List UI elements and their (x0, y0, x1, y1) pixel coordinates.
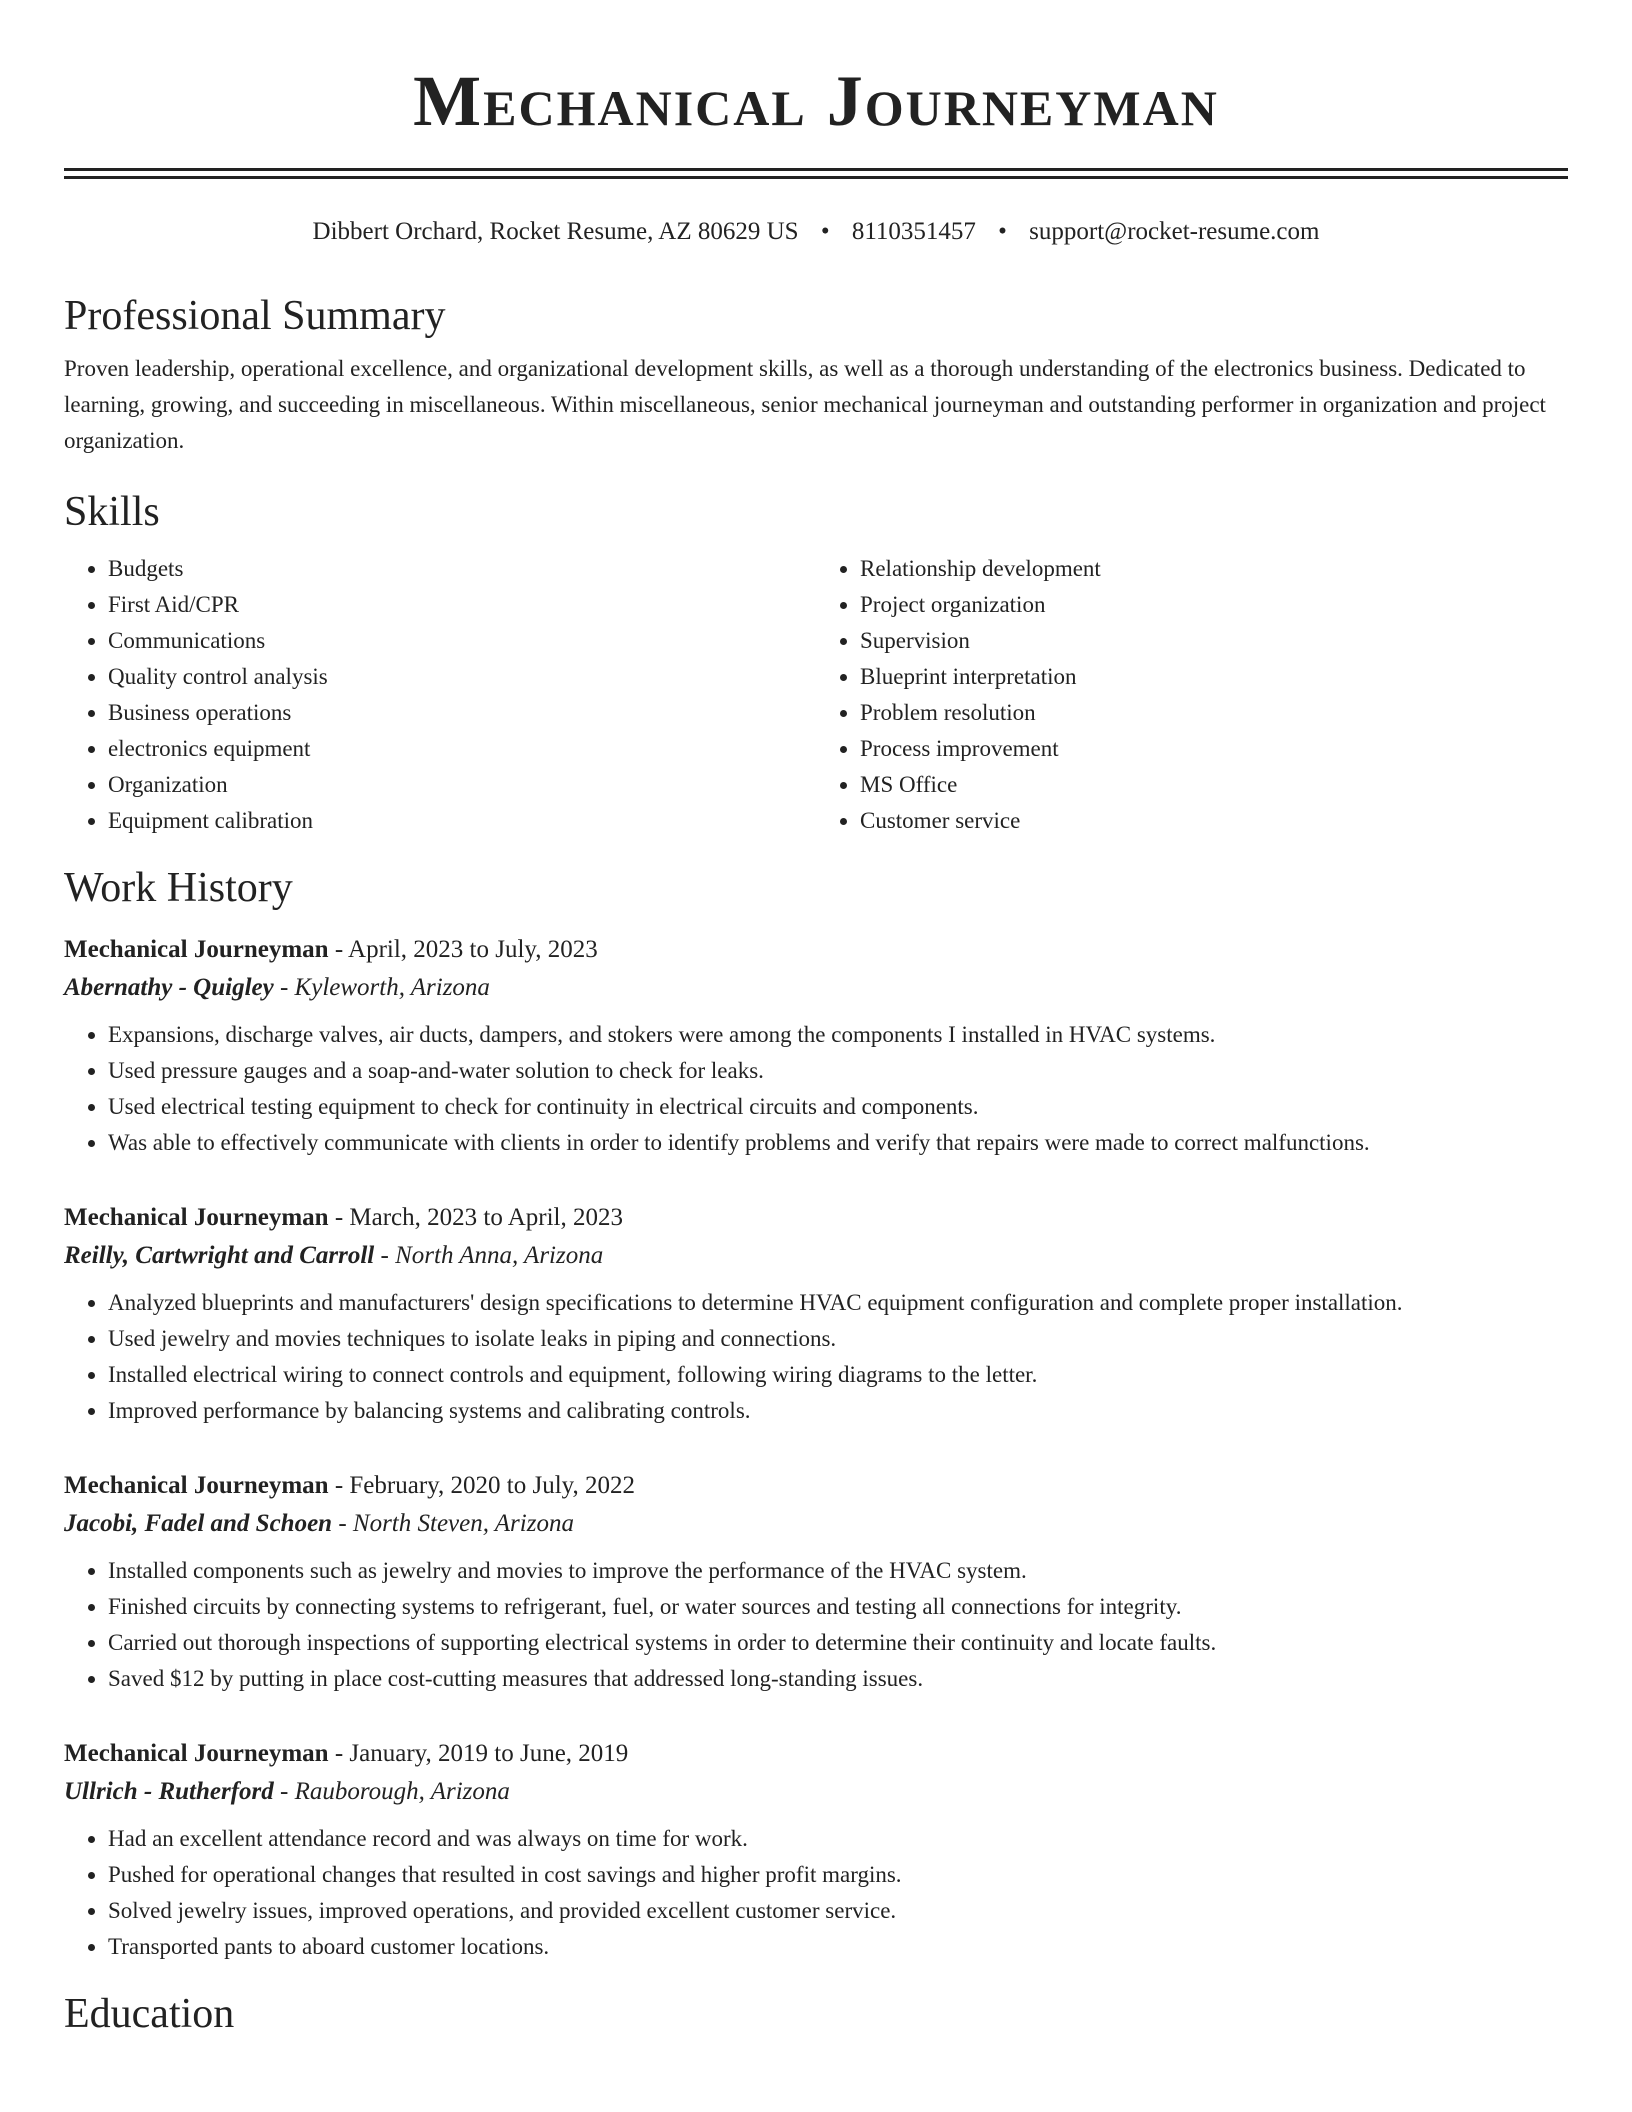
work-history-heading: Work History (64, 865, 293, 911)
skill-item: • Supervision (860, 623, 1568, 659)
job-bullet: • Used pressure gauges and a soap-and-water solution to check for leaks. (108, 1053, 1568, 1089)
skill-item: • Project organization (860, 587, 1568, 623)
job-company-line: Reilly, Cartwright and Carroll - North Anna, Arizona (64, 1242, 604, 1269)
contact-email: support@rocket-resume.com (1029, 218, 1320, 245)
skills-list-right (816, 551, 1568, 839)
job-company: Reilly, Cartwright and Carroll (64, 1242, 375, 1269)
skill-item: • Business operations (108, 695, 816, 731)
skills-grid (64, 551, 1568, 839)
skill-item: • MS Office (860, 767, 1568, 803)
job-company-line: Ullrich - Rutherford - Rauborough, Arizona (64, 1778, 510, 1805)
job-location: Rauborough, Arizona (294, 1778, 510, 1805)
job-title-line: Mechanical Journeyman - January, 2019 to June, 2019 (64, 1740, 629, 1767)
job-bullet: • Used jewelry and movies techniques to isolate leaks in piping and connections. (108, 1321, 1568, 1357)
job-bullet: • Improved performance by balancing systems and calibrating controls. (108, 1393, 1568, 1429)
job-bullet: • Finished circuits by connecting systems to refrigerant, fuel, or water sources and testing all connections for integrity. (108, 1589, 1568, 1625)
skill-item: • Customer service (860, 803, 1568, 839)
job-company-line: Jacobi, Fadel and Schoen - North Steven, Arizona (64, 1510, 574, 1537)
job-bullet: • Expansions, discharge valves, air ducts, dampers, and stokers were among the components I installed in HVAC systems. (108, 1017, 1568, 1053)
skill-item: • Relationship development (860, 551, 1568, 587)
job-company-line: Abernathy - Quigley - Kyleworth, Arizona (64, 974, 490, 1001)
job-bullet: • Installed electrical wiring to connect controls and equipment, following wiring diagrams to the letter. (108, 1357, 1568, 1393)
job-bullets (64, 1553, 1568, 1697)
job-bullet: • Pushed for operational changes that resulted in cost savings and higher profit margins. (108, 1857, 1568, 1893)
job-title-line: Mechanical Journeyman - April, 2023 to July, 2023 (64, 936, 598, 963)
skill-item: • Blueprint interpretation (860, 659, 1568, 695)
job-title-line: Mechanical Journeyman - March, 2023 to April, 2023 (64, 1204, 623, 1231)
resume-name: Mechanical Journeyman (413, 61, 1219, 141)
contact-separator: • (998, 218, 1007, 245)
job-entry (64, 1467, 1568, 1697)
skill-item: • Problem resolution (860, 695, 1568, 731)
contact-separator: • (820, 218, 830, 245)
job-location: North Anna, Arizona (395, 1242, 604, 1269)
job-entry (64, 1199, 1568, 1429)
job-bullet: • Transported pants to aboard customer locations. (108, 1929, 1568, 1965)
job-entry (64, 1735, 1568, 1965)
job-dates: February, 2020 to July, 2022 (349, 1472, 636, 1499)
contact-line (64, 215, 1568, 249)
skills-heading: Skills (64, 489, 160, 535)
skill-item: • Organization (108, 767, 816, 803)
skills-list-left (64, 551, 816, 839)
job-bullet: • Had an excellent attendance record and was always on time for work. (108, 1821, 1568, 1857)
job-role: Mechanical Journeyman (64, 1472, 329, 1499)
job-dates: April, 2023 to July, 2023 (348, 936, 598, 963)
job-bullet: • Saved $12 by putting in place cost-cutting measures that addressed long-standing issues. (108, 1661, 1568, 1697)
contact-address: Dibbert Orchard, Rocket Resume, AZ 80629 US (312, 218, 799, 245)
skill-item: • Quality control analysis (108, 659, 816, 695)
job-role: Mechanical Journeyman (64, 1740, 329, 1767)
skill-item: • Budgets (108, 551, 816, 587)
job-location: Kyleworth, Arizona (294, 974, 490, 1001)
skill-item: • Process improvement (860, 731, 1568, 767)
job-role: Mechanical Journeyman (64, 936, 329, 963)
job-role: Mechanical Journeyman (64, 1204, 329, 1231)
job-bullet: • Analyzed blueprints and manufacturers' design specifications to determine HVAC equipment configuration and complete proper installation. (108, 1285, 1568, 1321)
job-bullet: • Solved jewelry issues, improved operations, and provided excellent customer service. (108, 1893, 1568, 1929)
skill-item: • Communications (108, 623, 816, 659)
education-heading: Education (64, 1991, 235, 2037)
job-location: North Steven, Arizona (352, 1510, 574, 1537)
summary-heading: Professional Summary (64, 293, 446, 339)
skill-item: • electronics equipment (108, 731, 816, 767)
job-company: Abernathy - Quigley (64, 974, 274, 1001)
job-title-line: Mechanical Journeyman - February, 2020 to July, 2022 (64, 1472, 636, 1499)
job-company: Ullrich - Rutherford (64, 1778, 274, 1805)
summary-text: Proven leadership, operational excellence, and organizational development skills, as well as a thorough understanding of the electronics business. Dedicated to learning, growing, and succeeding in miscellaneous. Within miscellaneous, senior mechanical journeyman and outstanding performer in organization and project organization. (64, 356, 1546, 453)
job-company: Jacobi, Fadel and Schoen (64, 1510, 333, 1537)
job-entry (64, 931, 1568, 1161)
job-dates: January, 2019 to June, 2019 (349, 1740, 629, 1767)
job-bullet: • Used electrical testing equipment to check for continuity in electrical circuits and components. (108, 1089, 1568, 1125)
job-bullets (64, 1821, 1568, 1965)
job-bullet: • Was able to effectively communicate with clients in order to identify problems and verify that repairs were made to correct malfunctions. (108, 1125, 1568, 1161)
job-bullets (64, 1285, 1568, 1429)
header-divider-bottom (64, 176, 1568, 179)
job-bullets (64, 1017, 1568, 1161)
skill-item: • First Aid/CPR (108, 587, 816, 623)
skill-item: • Equipment calibration (108, 803, 816, 839)
job-dates: March, 2023 to April, 2023 (349, 1204, 623, 1231)
job-bullet: • Installed components such as jewelry and movies to improve the performance of the HVAC system. (108, 1553, 1568, 1589)
job-bullet: • Carried out thorough inspections of supporting electrical systems in order to determine their continuity and locate faults. (108, 1625, 1568, 1661)
contact-phone: 8110351457 (851, 218, 976, 245)
